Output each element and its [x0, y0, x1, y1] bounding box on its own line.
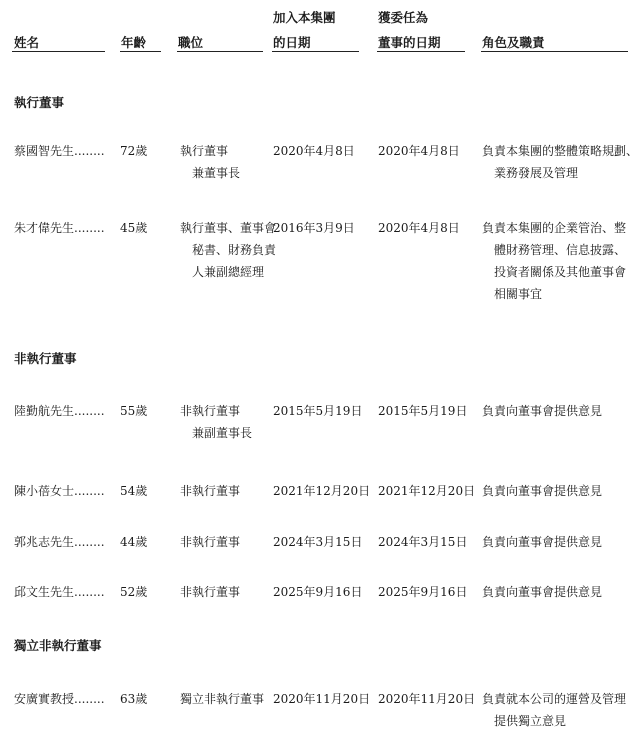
- director-age: 44歲: [120, 535, 148, 549]
- join-date: 2015年5月19日: [273, 404, 363, 418]
- join-date: 2021年12月20日: [273, 484, 371, 498]
- header-join-date-line2: 的日期: [273, 35, 311, 50]
- header-underline-position: [177, 51, 263, 52]
- appointment-date: 2025年9月16日: [378, 585, 468, 599]
- roles: 負責本集團的整體策略規劃、 業務發展及管理: [482, 144, 639, 180]
- director-name: 朱才偉先生........: [14, 221, 105, 235]
- header-position: 職位: [178, 35, 204, 50]
- director-name: 陳小蓓女士........: [14, 484, 105, 498]
- director-age: 52歲: [120, 585, 148, 599]
- director-age: 55歲: [120, 404, 148, 418]
- director-position: 執行董事、董事會 秘書、財務負責 人兼副總經理: [180, 221, 277, 279]
- appointment-date: 2020年11月20日: [378, 692, 476, 706]
- header-underline-roles: [481, 51, 628, 52]
- director-age: 45歲: [120, 221, 148, 235]
- appointment-date: 2024年3月15日: [378, 535, 468, 549]
- director-position: 非執行董事 兼副董事長: [180, 404, 253, 440]
- header-name: 姓名: [14, 35, 40, 50]
- header-underline-name: [12, 51, 105, 52]
- header-age: 年齡: [121, 35, 147, 50]
- section-title: 獨立非執行董事: [14, 638, 102, 653]
- join-date: 2024年3月15日: [273, 535, 363, 549]
- join-date: 2020年11月20日: [273, 692, 371, 706]
- header-underline-appointment-date: [377, 51, 465, 52]
- director-name: 邱文生先生........: [14, 585, 105, 599]
- roles: 負責本集團的企業管治、整 體財務管理、信息披露、 投資者關係及其他董事會 相關事宜: [482, 221, 627, 301]
- director-age: 63歲: [120, 692, 148, 706]
- director-position: 非執行董事: [180, 585, 241, 599]
- director-position: 非執行董事: [180, 535, 241, 549]
- appointment-date: 2020年4月8日: [378, 221, 460, 235]
- header-appointment-date-line2: 董事的日期: [378, 35, 441, 50]
- director-name: 郭兆志先生........: [14, 535, 105, 549]
- director-name: 陸勤航先生........: [14, 404, 105, 418]
- join-date: 2016年3月9日: [273, 221, 355, 235]
- appointment-date: 2020年4月8日: [378, 144, 460, 158]
- director-name: 安廣實教授........: [14, 692, 105, 706]
- appointment-date: 2021年12月20日: [378, 484, 476, 498]
- roles: 負責向董事會提供意見: [482, 535, 603, 549]
- director-position: 非執行董事: [180, 484, 241, 498]
- director-age: 72歲: [120, 144, 148, 158]
- join-date: 2020年4月8日: [273, 144, 355, 158]
- header-underline-age: [120, 51, 161, 52]
- header-roles: 角色及職責: [482, 35, 545, 50]
- director-position: 獨立非執行董事: [180, 692, 265, 706]
- appointment-date: 2015年5月19日: [378, 404, 468, 418]
- header-underline-join-date: [272, 51, 359, 52]
- join-date: 2025年9月16日: [273, 585, 363, 599]
- header-join-date-line1: 加入本集團: [273, 10, 336, 25]
- header-appointment-date-line1: 獲委任為: [378, 10, 429, 25]
- director-age: 54歲: [120, 484, 148, 498]
- roles: 負責向董事會提供意見: [482, 484, 603, 498]
- roles: 負責就本公司的運營及管理 提供獨立意見: [482, 692, 627, 728]
- section-title: 非執行董事: [14, 351, 77, 366]
- director-name: 蔡國智先生........: [14, 144, 105, 158]
- director-position: 執行董事 兼董事長: [180, 144, 241, 180]
- section-title: 執行董事: [14, 95, 65, 110]
- roles: 負責向董事會提供意見: [482, 585, 603, 599]
- roles: 負責向董事會提供意見: [482, 404, 603, 418]
